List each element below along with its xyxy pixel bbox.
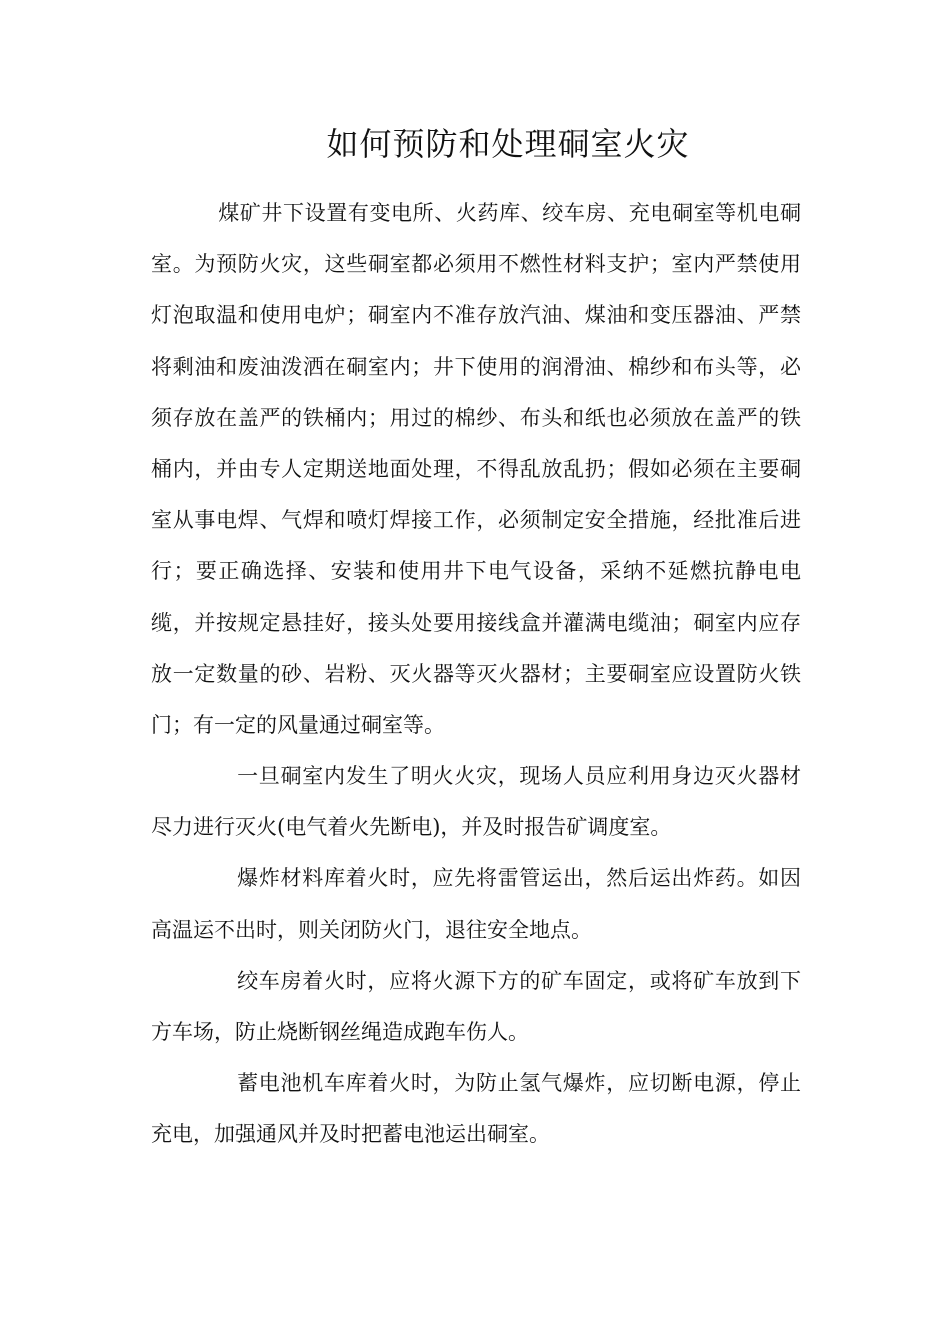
paragraph-battery-garage-fire: 蓄电池机车库着火时，为防止氢气爆炸，应切断电源，停止充电，加强通风并及时把蓄电池运出硐室。	[151, 1071, 801, 1147]
document-body	[151, 188, 801, 1161]
paragraph-fire-prevention: 煤矿井下设置有变电所、火药库、绞车房、充电硐室等机电硐室。为预防火灾，这些硐室都必须用不燃性材料支护；室内严禁使用灯泡取温和使用电炉；硐室内不准存放汽油、煤油和变压器油、严禁将剩油和废油泼洒在硐室内；井下使用的润滑油、棉纱和布头等，必须存放在盖严的铁桶内；用过的棉纱、布头和纸也必须放在盖严的铁桶内，并由专人定期送地面处理，不得乱放乱扔；假如必须在主要硐室从事电焊、气焊和喷灯焊接工作，必须制定安全措施，经批准后进行；要正确选择、安装和使用井下电气设备，采纳不延燃抗静电电缆，并按规定悬挂好，接头处要用接线盒并灌满电缆油；硐室内应存放一定数量的砂、岩粉、灭火器等灭火器材；主要硐室应设置防火铁门；有一定的风量通过硐室等。	[151, 201, 801, 738]
paragraph-winch-room-fire: 绞车房着火时，应将火源下方的矿车固定，或将矿车放到下方车场，防止烧断钢丝绳造成跑车伤人。	[151, 968, 801, 1045]
document-title: 如何预防和处理硐室火灾	[326, 125, 690, 163]
paragraph-open-fire-response: 一旦硐室内发生了明火火灾，现场人员应利用身边灭火器材尽力进行灭火(电气着火先断电)，并及时报告矿调度室。	[151, 764, 801, 840]
paragraph-explosives-storage-fire: 爆炸材料库着火时，应先将雷管运出，然后运出炸药。如因高温运不出时，则关闭防火门，退往安全地点。	[151, 866, 801, 942]
